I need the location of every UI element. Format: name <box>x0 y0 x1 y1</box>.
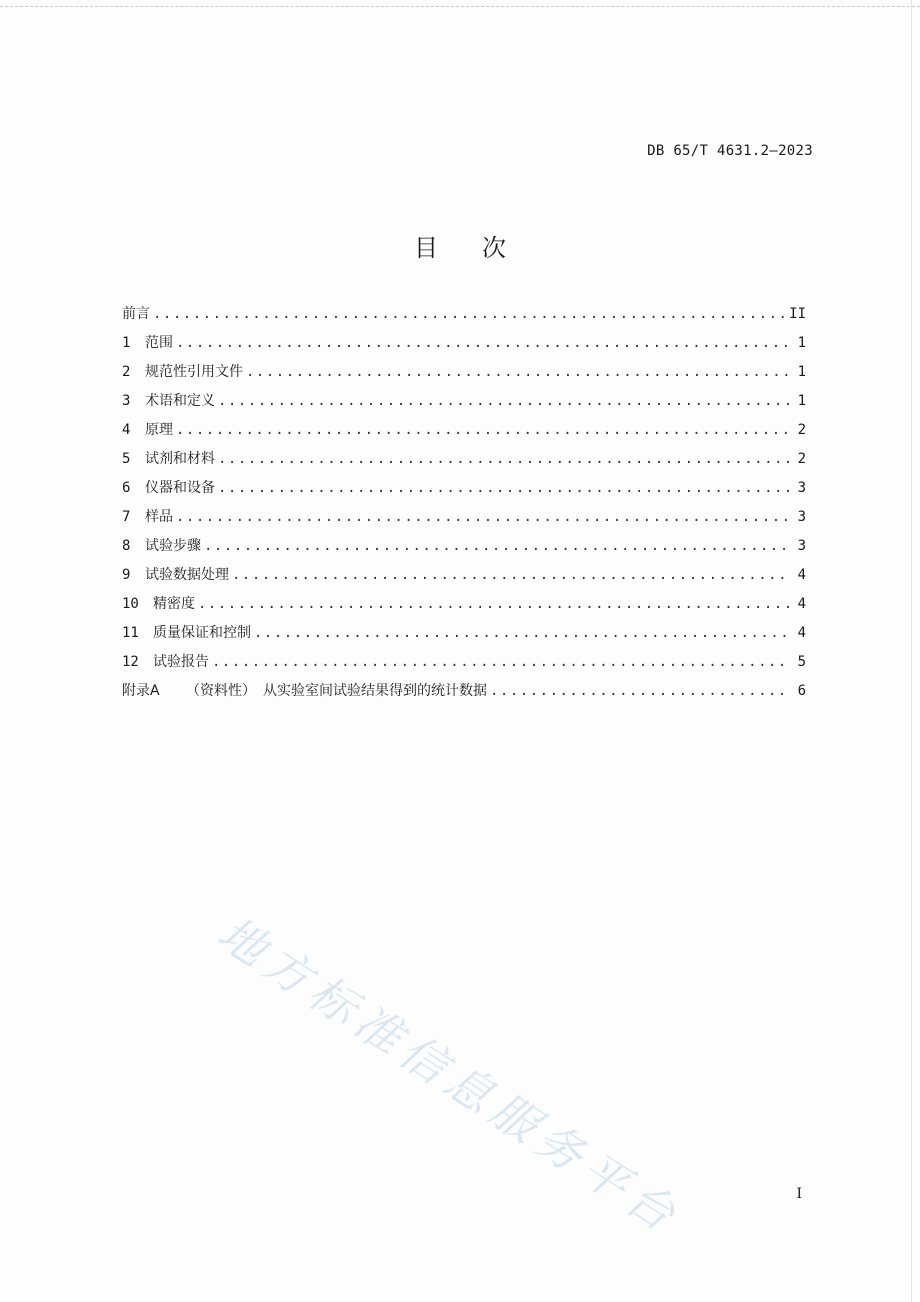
toc-entry-label: 仪器和设备 <box>145 480 215 496</box>
toc-leader-dots <box>246 364 791 380</box>
toc-entry-number: 8 <box>122 538 131 554</box>
toc-entry-label: 范围 <box>145 335 173 351</box>
toc-entry-label: 质量保证和控制 <box>153 625 251 641</box>
toc-entry-page: 6 <box>797 683 806 699</box>
toc-entry-label: （资料性） 从实验室间试验结果得到的统计数据 <box>186 683 487 699</box>
toc-entry-number: 10 <box>122 596 139 612</box>
toc-entry-page: 4 <box>797 567 806 583</box>
scan-edge-top <box>0 0 920 7</box>
toc-entry-11[interactable] <box>122 622 806 651</box>
toc-entry-4[interactable] <box>122 419 806 448</box>
toc-entry-page: 5 <box>797 654 806 670</box>
toc-leader-dots <box>218 451 791 467</box>
toc-entry-page: 3 <box>797 509 806 525</box>
toc-entry-9[interactable] <box>122 564 806 593</box>
toc-leader-dots <box>204 538 791 554</box>
toc-entry-label: 试验报告 <box>153 654 209 670</box>
page-number: I <box>796 1186 802 1202</box>
toc-entry-number: 6 <box>122 480 131 496</box>
toc-leader-dots <box>218 393 791 409</box>
toc-entry-label: 样品 <box>145 509 173 525</box>
toc-entry-1[interactable] <box>122 332 806 361</box>
toc-entry-page: 3 <box>797 538 806 554</box>
toc-entry-foreword[interactable] <box>122 303 806 332</box>
table-of-contents <box>122 303 806 709</box>
toc-leader-dots <box>212 654 791 670</box>
toc-entry-label: 原理 <box>145 422 173 438</box>
toc-entry-12[interactable] <box>122 651 806 680</box>
toc-leader-dots <box>153 306 786 322</box>
toc-leader-dots <box>490 683 791 699</box>
toc-leader-dots <box>176 335 791 351</box>
toc-leader-dots <box>232 567 791 583</box>
toc-entry-number: 11 <box>122 625 139 641</box>
toc-entry-label: 试验步骤 <box>145 538 201 554</box>
toc-entry-number: 12 <box>122 654 139 670</box>
toc-entry-page: II <box>789 306 806 322</box>
toc-entry-page: 3 <box>797 480 806 496</box>
toc-entry-number: 9 <box>122 567 131 583</box>
toc-leader-dots <box>176 422 791 438</box>
watermark: 地方标准信息服务平台 <box>208 905 691 1246</box>
toc-entry-page: 4 <box>797 596 806 612</box>
toc-entry-6[interactable] <box>122 477 806 506</box>
toc-entry-number: 7 <box>122 509 131 525</box>
toc-entry-number: 2 <box>122 364 131 380</box>
toc-entry-page: 1 <box>797 364 806 380</box>
toc-entry-2[interactable] <box>122 361 806 390</box>
toc-entry-label: 术语和定义 <box>145 393 215 409</box>
toc-entry-number: 1 <box>122 335 131 351</box>
toc-entry-3[interactable] <box>122 390 806 419</box>
toc-entry-page: 4 <box>797 625 806 641</box>
toc-title: 目次 <box>414 234 550 262</box>
toc-entry-number: 4 <box>122 422 131 438</box>
toc-entry-number: 附录A <box>122 683 160 699</box>
toc-entry-page: 2 <box>797 451 806 467</box>
toc-entry-page: 2 <box>797 422 806 438</box>
toc-leader-dots <box>198 596 791 612</box>
toc-entry-10[interactable] <box>122 593 806 622</box>
toc-entry-label: 精密度 <box>153 596 195 612</box>
scan-edge-right <box>911 0 920 1302</box>
toc-leader-dots <box>176 509 791 525</box>
document-code: DB 65/T 4631.2—2023 <box>647 143 813 159</box>
toc-entry-number: 5 <box>122 451 131 467</box>
toc-entry-page: 1 <box>797 335 806 351</box>
toc-entry-7[interactable] <box>122 506 806 535</box>
toc-entry-label: 试验数据处理 <box>145 567 229 583</box>
toc-entry-number: 3 <box>122 393 131 409</box>
toc-entry-label: 试剂和材料 <box>145 451 215 467</box>
toc-entry-page: 1 <box>797 393 806 409</box>
toc-leader-dots <box>254 625 791 641</box>
toc-entry-5[interactable] <box>122 448 806 477</box>
toc-leader-dots <box>218 480 791 496</box>
toc-entry-label: 规范性引用文件 <box>145 364 243 380</box>
toc-entry-8[interactable] <box>122 535 806 564</box>
toc-entry-label: 前言 <box>122 306 150 322</box>
toc-entry-appendix-a[interactable] <box>122 680 806 709</box>
